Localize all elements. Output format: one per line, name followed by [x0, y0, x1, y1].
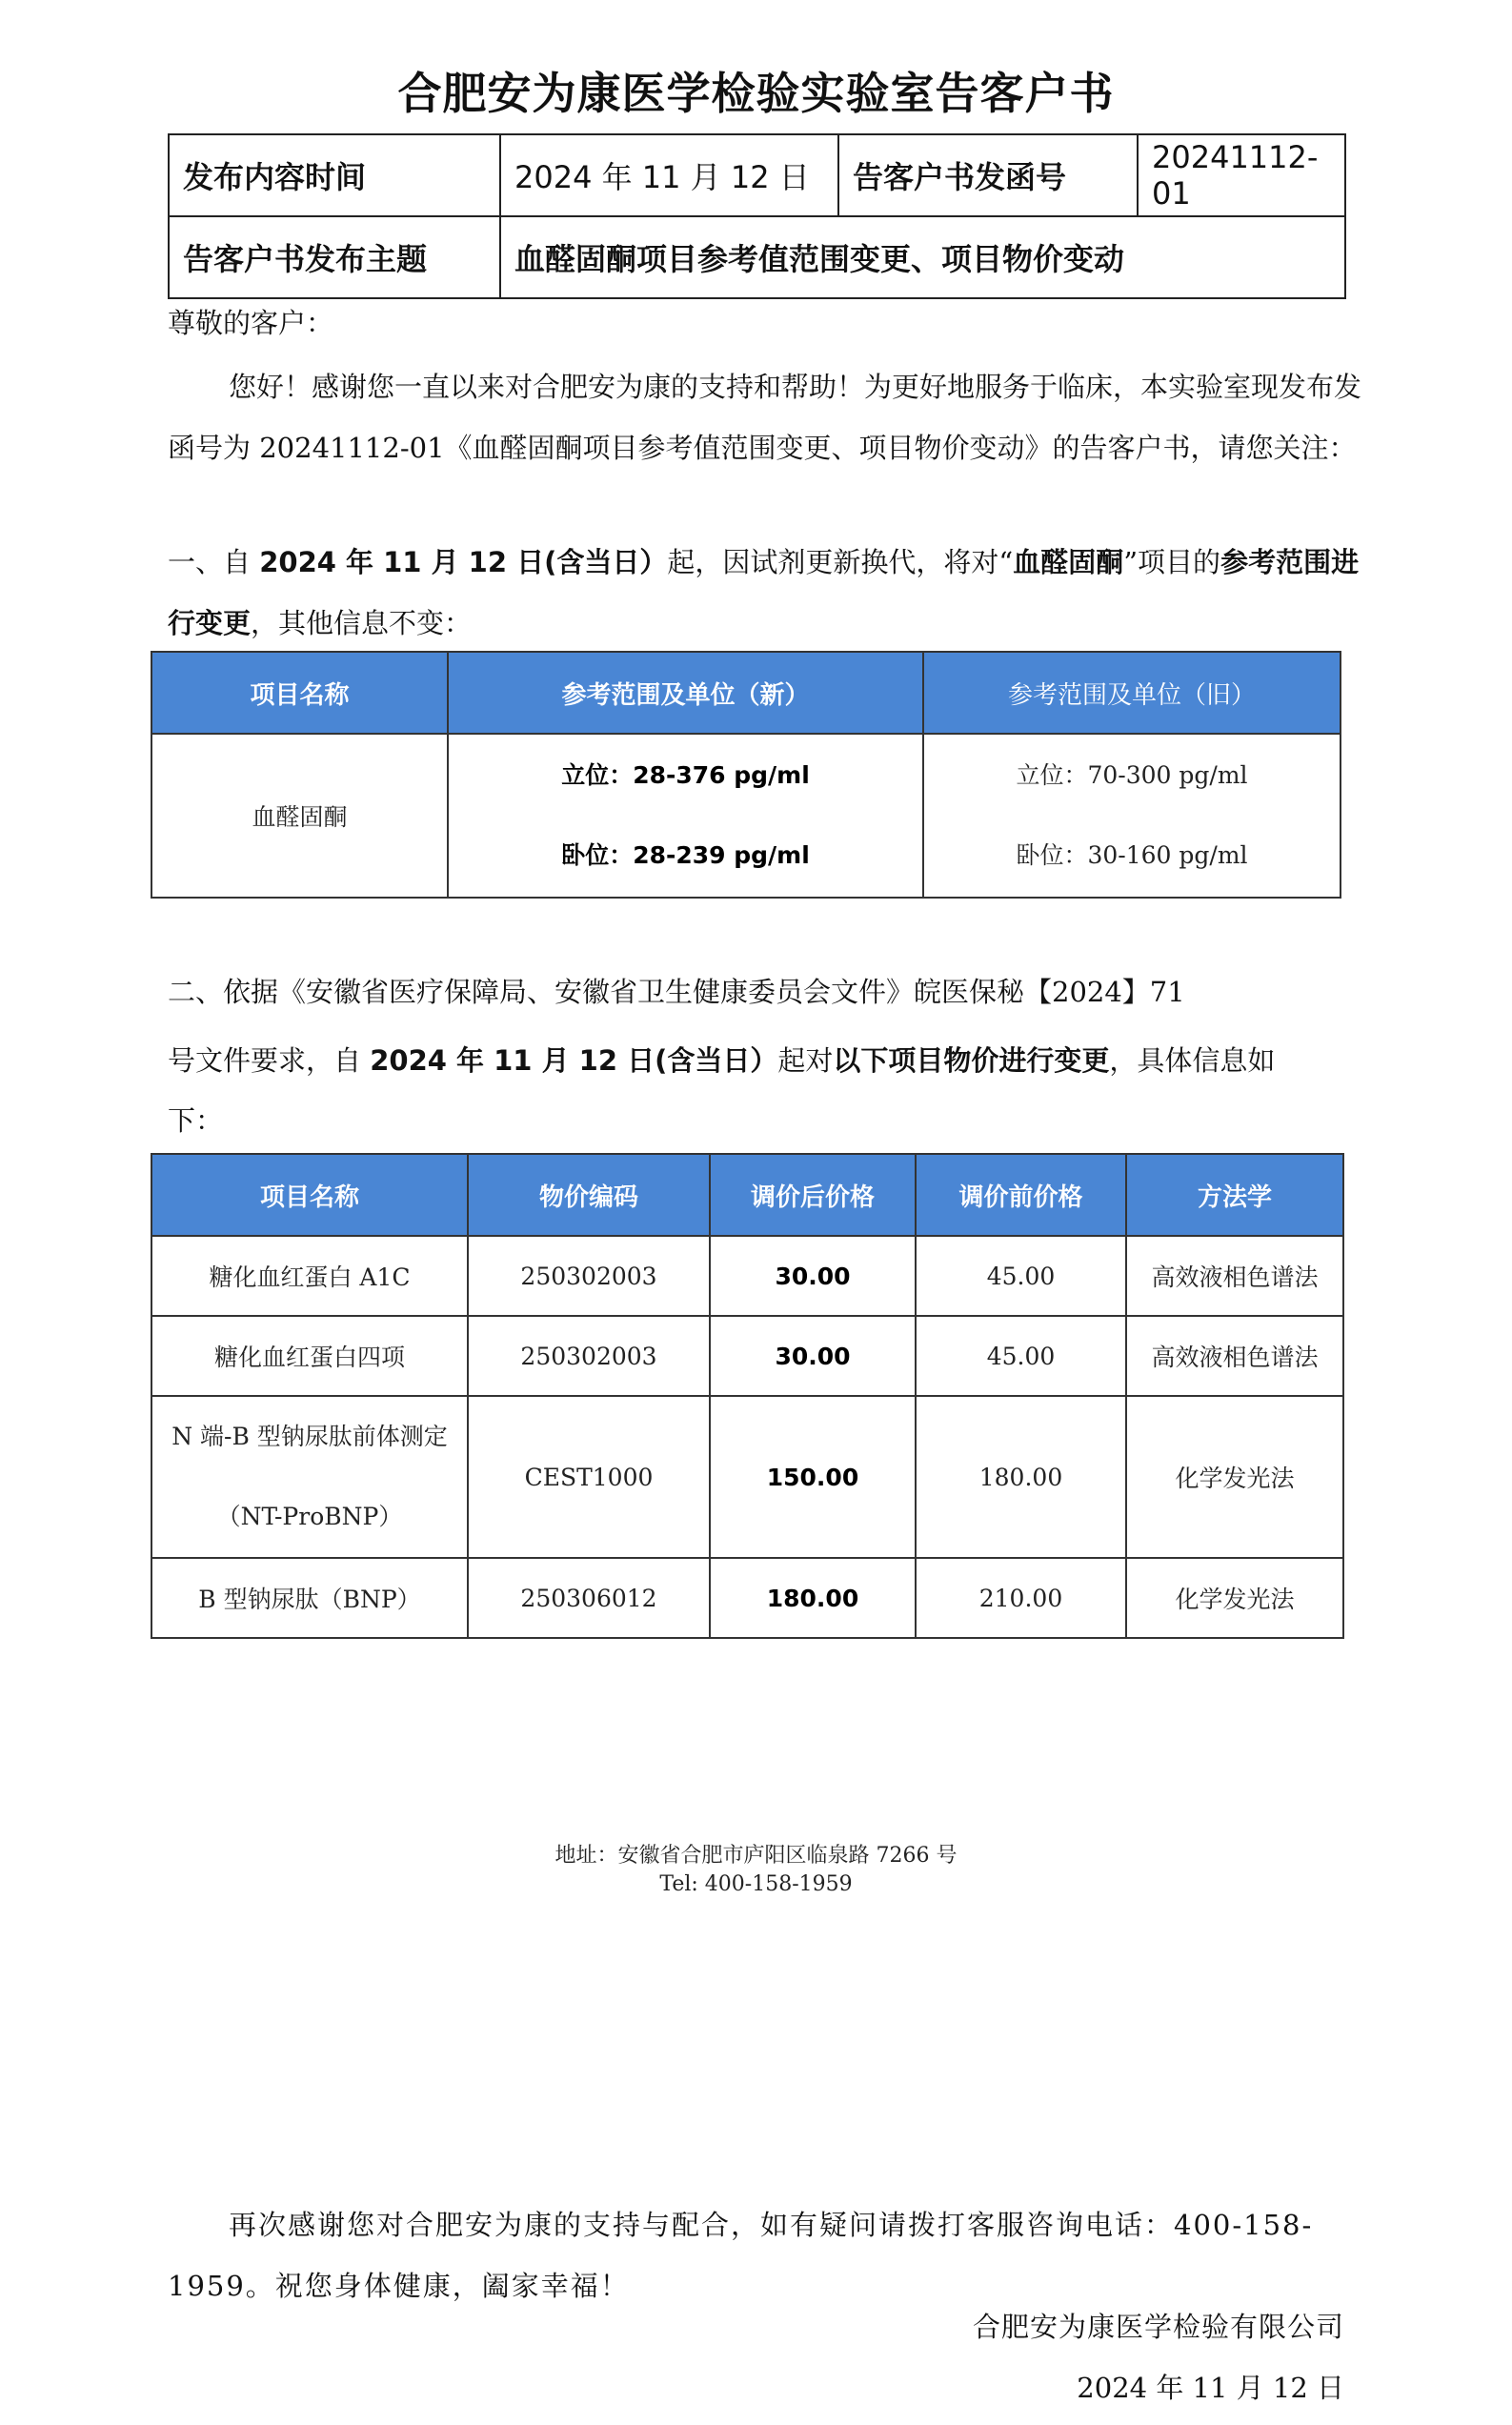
value-subject: 血醛固酮项目参考值范围变更、项目物价变动: [500, 216, 1345, 298]
price-item-old: 45.00: [916, 1316, 1126, 1396]
price-item-new: 180.00: [710, 1558, 916, 1638]
price-header-name: 项目名称: [151, 1154, 468, 1236]
section1-change: 参考范围进行变更: [168, 546, 1360, 639]
closing-text: 再次感谢您对合肥安为康的支持与配合，如有疑问请拨打客服咨询电话：400-158-1959。祝您身体健康，阖家幸福！: [168, 2209, 1314, 2302]
signature: 合肥安为康医学检验有限公司: [972, 2311, 1344, 2343]
section1-text-4: ，其他信息不变：: [251, 607, 473, 639]
price-header-new: 调价后价格: [710, 1154, 916, 1236]
greeting: 尊敬的客户：: [168, 307, 334, 339]
ref-old-values: [923, 734, 1341, 898]
ref-new-values: [448, 734, 923, 898]
reference-range-table: [151, 651, 1341, 899]
price-header-method: 方法学: [1126, 1154, 1343, 1236]
value-number: 20241112-01: [1138, 134, 1345, 216]
intro-text: 您好！感谢您一直以来对合肥安为康的支持和帮助！为更好地服务于临床，本实验室现发布发函号为 20241112-01《血醛固酮项目参考值范围变更、项目物价变动》的告客户书，请您关注：: [168, 371, 1362, 464]
price-item-code: 250302003: [468, 1236, 710, 1316]
section2-paragraph: [168, 1031, 1363, 1090]
price-item-new: 150.00: [710, 1396, 916, 1558]
ref-row: [151, 734, 1341, 898]
page-title: 合肥安为康医学检验实验室告客户书: [397, 68, 1115, 119]
table-row: [151, 1396, 1343, 1558]
ref-new-supine: 卧位：28-239 pg/ml: [561, 841, 810, 869]
price-header-row: [151, 1154, 1343, 1236]
price-item-code: 250306012: [468, 1558, 710, 1638]
price-item-method: 高效液相色谱法: [1126, 1236, 1343, 1316]
price-item-method: 高效液相色谱法: [1126, 1316, 1343, 1396]
price-item-old: 180.00: [916, 1396, 1126, 1558]
price-item-old: 45.00: [916, 1236, 1126, 1316]
ref-new-upright: 立位：28-376 pg/ml: [561, 761, 810, 789]
section1-item: 血醛固酮: [1013, 546, 1124, 578]
section1-text-1: 一、自: [168, 546, 260, 578]
price-header-old: 调价前价格: [916, 1154, 1126, 1236]
intro-paragraph: [168, 356, 1363, 478]
value-time: 2024 年 11 月 12 日: [500, 134, 838, 216]
label-subject: 告客户书发布主题: [169, 216, 500, 298]
label-time: 发布内容时间: [169, 134, 500, 216]
price-header-code: 物价编码: [468, 1154, 710, 1236]
price-item-code: CEST1000: [468, 1396, 710, 1558]
price-item-name: 糖化血红蛋白四项: [151, 1316, 468, 1396]
section2-text-3: ，具体信息如: [1109, 1044, 1276, 1077]
section1-paragraph: [168, 532, 1363, 654]
signature-date: 2024 年 11 月 12 日: [1077, 2372, 1344, 2404]
price-item-old: 210.00: [916, 1558, 1126, 1638]
ref-header-old: 参考范围及单位（旧）: [923, 652, 1341, 734]
section1-text-3: ”项目的: [1123, 546, 1221, 578]
price-table: [151, 1153, 1344, 1639]
section2-text-1: 号文件要求，自: [168, 1044, 371, 1077]
ref-old-upright: 立位：70-300 pg/ml: [1016, 761, 1248, 789]
section1-date: 2024 年 11 月 12 日(含当日）: [259, 546, 668, 578]
price-item-new: 30.00: [710, 1236, 916, 1316]
price-item-code: 250302003: [468, 1316, 710, 1396]
info-row-time: [169, 134, 1345, 216]
section2-text-2: 起对: [777, 1044, 834, 1077]
footer-address: 地址：安徽省合肥市庐阳区临泉路 7266 号: [554, 1844, 958, 1868]
ref-header-item: 项目名称: [151, 652, 448, 734]
price-item-name: 糖化血红蛋白 A1C: [151, 1236, 468, 1316]
section1-text-2: 起，因试剂更新换代，将对“: [667, 546, 1014, 578]
section2-line-3: 下：: [168, 1104, 224, 1137]
section2-line-1: 二、依据《安徽省医疗保障局、安徽省卫生健康委员会文件》皖医保秘【2024】71: [168, 976, 1185, 1008]
info-table: [168, 133, 1346, 299]
price-item-new: 30.00: [710, 1316, 916, 1396]
price-item-name: N 端-B 型钠尿肽前体测定（NT-ProBNP）: [151, 1396, 468, 1558]
ref-header-row: [151, 652, 1341, 734]
ref-item-name: 血醛固酮: [151, 734, 448, 898]
price-item-method: 化学发光法: [1126, 1396, 1343, 1558]
table-row: [151, 1236, 1343, 1316]
closing-paragraph: [168, 2194, 1363, 2316]
label-number: 告客户书发函号: [838, 134, 1138, 216]
table-row: [151, 1316, 1343, 1396]
info-row-subject: [169, 216, 1345, 298]
footer-tel: Tel: 400-158-1959: [659, 1872, 853, 1896]
price-item-method: 化学发光法: [1126, 1558, 1343, 1638]
table-row: [151, 1558, 1343, 1638]
section2-date: 2024 年 11 月 12 日(含当日）: [370, 1044, 778, 1077]
section2-change: 以下项目物价进行变更: [833, 1044, 1110, 1077]
price-item-name: B 型钠尿肽（BNP）: [151, 1558, 468, 1638]
ref-old-supine: 卧位：30-160 pg/ml: [1016, 841, 1248, 869]
ref-header-new: 参考范围及单位（新）: [448, 652, 923, 734]
